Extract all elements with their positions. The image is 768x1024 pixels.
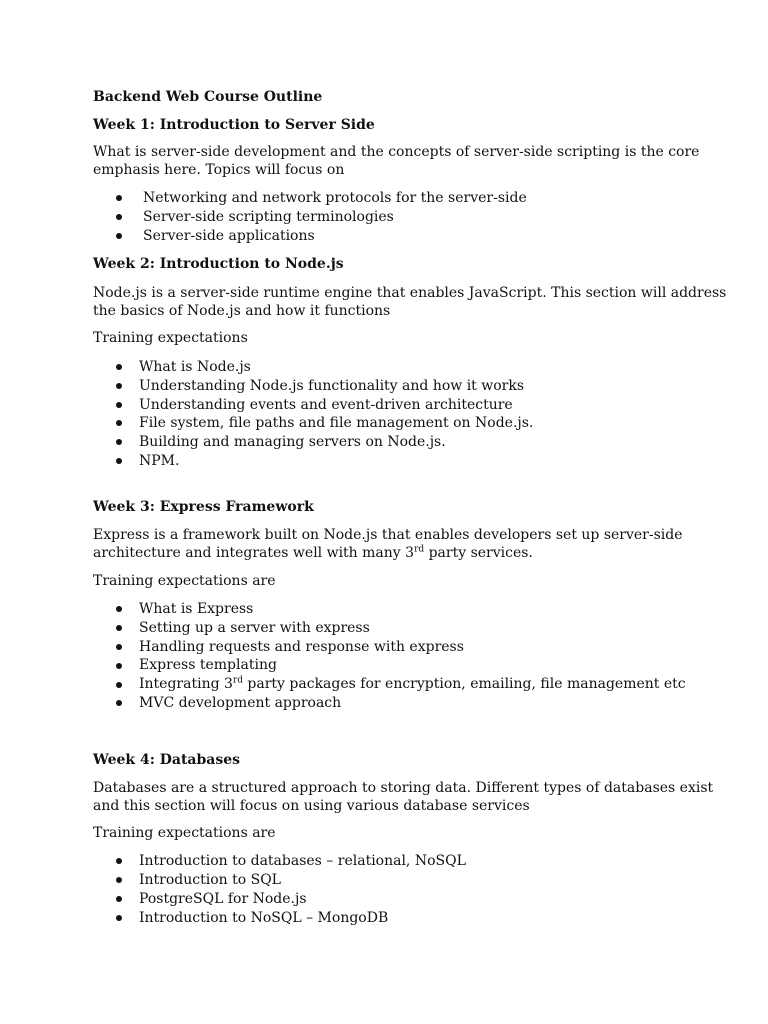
bullet-icon: [116, 877, 122, 883]
week3-heading: Week 3: Express Framework: [93, 499, 314, 515]
bullet-icon: [116, 214, 122, 220]
week4-list-item: Introduction to databases – relational, NoSQL: [139, 853, 466, 869]
week4-list-item: PostgreSQL for Node.js: [139, 891, 307, 907]
week3-list-item: Express templating: [139, 657, 277, 673]
document-title: Backend Web Course Outline: [93, 89, 323, 105]
week3-list-item: Integrating 3rd party packages for encryption, emailing, file management etc: [139, 675, 686, 692]
week4-description-line2: and this section will focus on using various database services: [93, 798, 530, 814]
week2-description-line2: the basics of Node.js and how it functions: [93, 303, 391, 319]
bullet-icon: [116, 682, 122, 688]
bullet-icon: [116, 420, 122, 426]
bullet-icon: [116, 663, 122, 669]
week2-description-line1: Node.js is a server-side runtime engine that enables JavaScript. This section will address: [93, 285, 727, 301]
week3-list-item: MVC development approach: [139, 695, 342, 711]
bullet-icon: [116, 700, 122, 706]
bullet-icon: [116, 364, 122, 370]
week3-description-line2: architecture and integrates well with many 3rd party services.: [93, 544, 533, 561]
week2-list-item: Understanding events and event-driven architecture: [139, 397, 513, 413]
week2-expectations-label: Training expectations: [93, 330, 248, 346]
week2-list-item: Building and managing servers on Node.js.: [139, 434, 446, 450]
week3-list-item: What is Express: [139, 601, 254, 617]
week4-description-line1: Databases are a structured approach to storing data. Different types of databases exist: [93, 780, 714, 796]
week2-list-item: What is Node.js: [139, 359, 251, 375]
week2-list-item: File system, file paths and file management on Node.js.: [139, 415, 534, 431]
bullet-icon: [116, 233, 122, 239]
week1-description-line2: emphasis here. Topics will focus on: [93, 162, 345, 178]
week2-list-item: NPM.: [139, 453, 180, 469]
week1-list-item: Server-side scripting terminologies: [143, 209, 394, 225]
bullet-icon: [116, 896, 122, 902]
week4-heading: Week 4: Databases: [93, 752, 241, 768]
week3-list-item: Handling requests and response with express: [139, 639, 464, 655]
week3-description-line1: Express is a framework built on Node.js that enables developers set up server-side: [93, 527, 683, 543]
week4-list-item: Introduction to NoSQL – MongoDB: [139, 910, 389, 926]
week3-expectations-label: Training expectations are: [93, 573, 276, 589]
bullet-icon: [116, 858, 122, 864]
week1-heading: Week 1: Introduction to Server Side: [93, 117, 375, 133]
bullet-icon: [116, 458, 122, 464]
bullet-icon: [116, 625, 122, 631]
week1-list-item: Networking and network protocols for the server-side: [143, 190, 527, 206]
week1-description-line1: What is server-side development and the concepts of server-side scripting is the core: [93, 144, 700, 160]
week4-list-item: Introduction to SQL: [139, 872, 281, 888]
bullet-icon: [116, 402, 122, 408]
week1-list-item: Server-side applications: [143, 228, 315, 244]
bullet-icon: [116, 383, 122, 389]
bullet-icon: [116, 644, 122, 650]
bullet-icon: [116, 606, 122, 612]
bullet-icon: [116, 439, 122, 445]
week2-heading: Week 2: Introduction to Node.js: [93, 256, 344, 272]
week4-expectations-label: Training expectations are: [93, 825, 276, 841]
week2-list-item: Understanding Node.js functionality and how it works: [139, 378, 525, 394]
week3-list-item: Setting up a server with express: [139, 620, 370, 636]
bullet-icon: [116, 915, 122, 921]
bullet-icon: [116, 195, 122, 201]
